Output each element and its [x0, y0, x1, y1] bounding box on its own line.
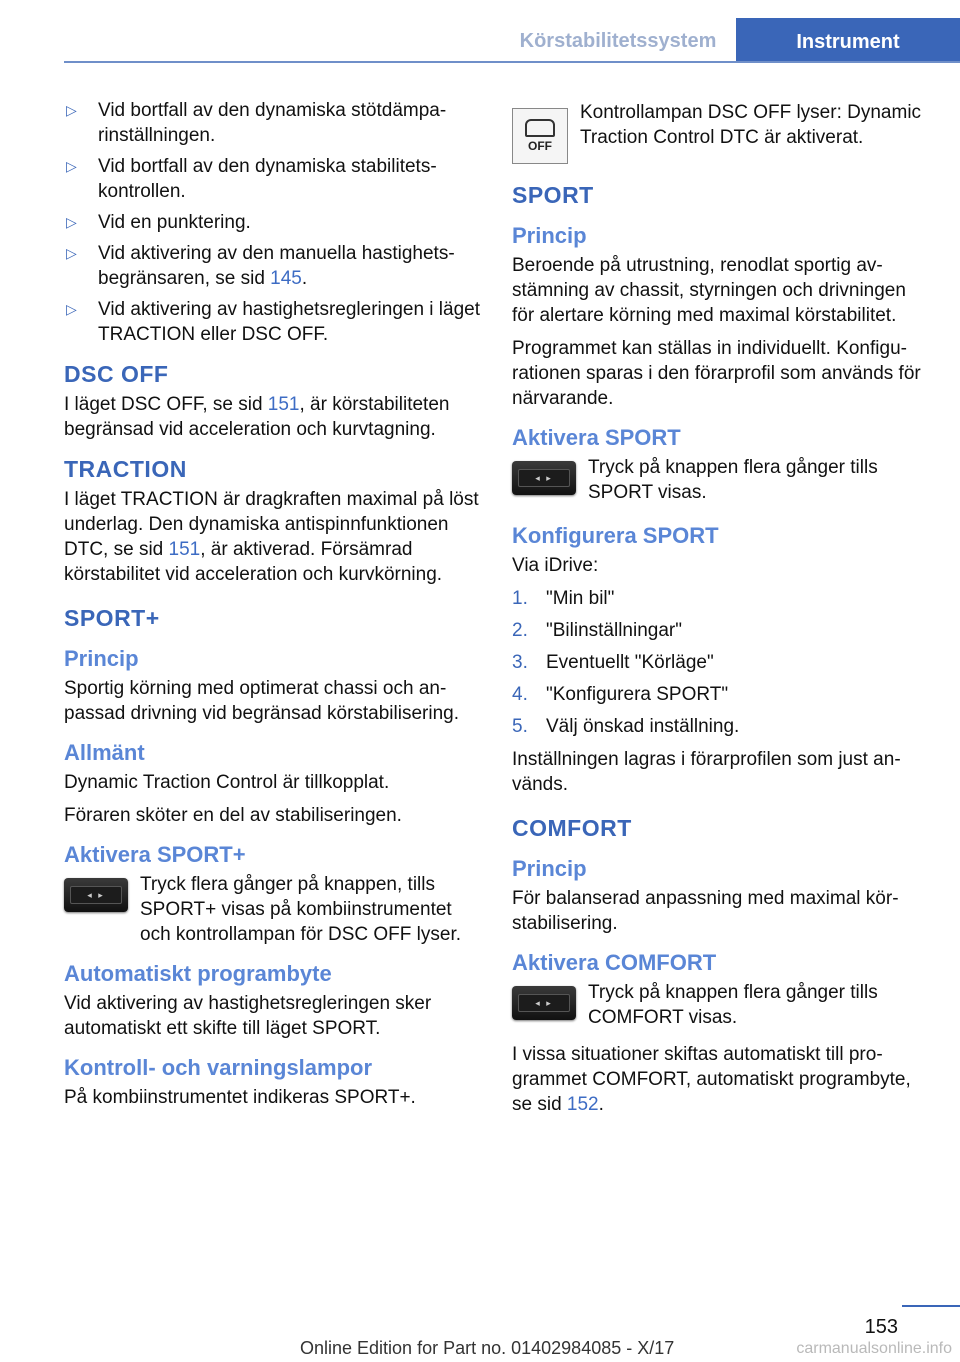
car-icon	[525, 119, 555, 137]
comfort-auto-text: I vissa situationer skiftas automatiskt till programmet COMFORT, automatiskt programbyte, se sid 152.	[512, 1044, 911, 1115]
dsc-off-lamp-icon: OFF	[512, 108, 568, 164]
traction-text: I läget TRACTION är dragkraften maximal på löst underlag. Den dynamiska antispinnfunktionen DTC, se sid 151, är aktiverad. Försämrad körstabilitet vid acceleration och kurvkörning.	[64, 489, 479, 585]
list-item: ▷ Vid aktivering av hastighetsregleringen i läget TRACTION eller DSC OFF.	[64, 297, 482, 347]
list-item: ▷ Vid bortfall av den dynamiska stötdämparinställningen.	[64, 98, 482, 148]
aktivera-comfort-row	[512, 980, 932, 1034]
sport-princip-text-2: Programmet kan ställas in individuellt. Konfigurationen sparas i den förarprofil som används för närvarande.	[512, 338, 921, 409]
page-link-145[interactable]: 145	[270, 268, 302, 289]
dsc-off-lamp-row	[512, 100, 932, 164]
list-item: 3. Eventuellt "Körläge"	[512, 652, 714, 673]
dsc-off-text: I läget DSC OFF, se sid 151, är körstabiliteten begränsad vid acceleration och kurvtagning.	[64, 394, 450, 440]
heading-princip: Princip	[512, 856, 587, 881]
lamps-text: På kombiinstrumentet indikeras SPORT+.	[64, 1087, 416, 1108]
heading-aktivera-comfort: Aktivera COMFORT	[512, 950, 717, 975]
header-section-title: Körstabilitetssystem	[519, 30, 717, 52]
sport-princip-text-1: Beroende på utrustning, renodlat sportig avstämning av chassit, styrningen och drivningen för alertare körning med maximal körstabilitet.	[512, 255, 906, 326]
footer-rule	[902, 1305, 960, 1307]
list-item: 2. "Bilinställningar"	[512, 620, 682, 641]
header-rule	[64, 61, 960, 63]
heading-sport: SPORT	[512, 182, 594, 208]
edition-note: Online Edition for Part no. 01402984085 - X/17	[300, 1338, 675, 1358]
condition-list	[64, 98, 482, 347]
list-item: 1. "Min bil"	[512, 588, 615, 609]
header-chapter-tab[interactable]: Instrument	[736, 18, 960, 63]
page-link-151[interactable]: 151	[168, 539, 201, 560]
konfig-steps	[512, 586, 932, 739]
allmant-text-1: Dynamic Traction Control är tillkopplat.	[64, 772, 390, 793]
page-header	[0, 0, 960, 62]
page-link-152[interactable]: 152	[566, 1094, 599, 1115]
heading-konfigurera-sport: Konfigurera SPORT	[512, 523, 719, 548]
heading-aktivera-sport-plus: Aktivera SPORT+	[64, 842, 246, 867]
page-number: 153	[864, 1316, 898, 1338]
heading-princip: Princip	[64, 646, 139, 671]
driving-mode-button-image: ◂ ▸	[512, 461, 576, 495]
driving-mode-button-image: ◂ ▸	[512, 986, 576, 1020]
list-item: 5. Välj önskad inställning.	[512, 716, 740, 737]
right-column	[512, 98, 932, 1125]
aktivera-comfort-text: Tryck på knappen flera gånger tills COMFORT visas.	[588, 982, 878, 1028]
heading-dsc-off: DSC OFF	[64, 361, 169, 387]
heading-kontrollampor: Kontroll- och varningslampor	[64, 1055, 373, 1080]
list-item-text: Vid aktivering av den manuella hastighetsbegränsaren, se sid	[98, 243, 455, 289]
list-item: 4. "Konfigurera SPORT"	[512, 684, 729, 705]
konfig-intro: Via iDrive:	[512, 555, 599, 576]
heading-princip: Princip	[512, 223, 587, 248]
driving-mode-button-image: ◂ ▸	[64, 878, 128, 912]
watermark: carmanualsonline.info	[796, 1340, 952, 1357]
heading-traction: TRACTION	[64, 456, 187, 482]
list-item: ▷ Vid bortfall av den dynamiska stabilitetskontrollen.	[64, 154, 482, 204]
lamp-text: Kontrollampan DSC OFF lyser: Dynamic Traction Control DTC är aktiverat.	[580, 102, 922, 148]
list-item: ▷ Vid en punktering.	[64, 210, 482, 235]
aktivera-sport-plus-row	[64, 872, 482, 947]
heading-sport-plus: SPORT+	[64, 605, 160, 631]
auto-text: Vid aktivering av hastighetsregleringen sker automatiskt ett skifte till läget SPORT.	[64, 993, 432, 1039]
konfig-outro: Inställningen lagras i förarprofilen som just används.	[512, 749, 901, 795]
heading-aktivera-sport: Aktivera SPORT	[512, 425, 681, 450]
aktivera-sport-text: Tryck på knappen flera gånger tills SPORT visas.	[588, 457, 878, 503]
aktivera-sport-plus-text: Tryck flera gånger på knappen, tills SPORT+ visas på kombiinstrumentet och kontrollampan för DSC OFF lyser.	[140, 874, 461, 945]
page-link-151[interactable]: 151	[267, 394, 300, 415]
heading-allmant: Allmänt	[64, 740, 145, 765]
heading-comfort: COMFORT	[512, 815, 632, 841]
princip-text: Sportig körning med optimerat chassi och anpassad drivning vid begränsad körstabilisering.	[64, 678, 460, 724]
aktivera-sport-row	[512, 455, 932, 509]
left-column	[64, 98, 482, 1118]
heading-automatiskt-programbyte: Automatiskt programbyte	[64, 961, 332, 986]
list-item: ▷ Vid aktivering av den manuella hastighetsbegränsaren, se sid 145.	[64, 241, 482, 291]
allmant-text-2: Föraren sköter en del av stabiliseringen.	[64, 805, 402, 826]
comfort-princip-text: För balanserad anpassning med maximal körstabilisering.	[512, 888, 899, 934]
